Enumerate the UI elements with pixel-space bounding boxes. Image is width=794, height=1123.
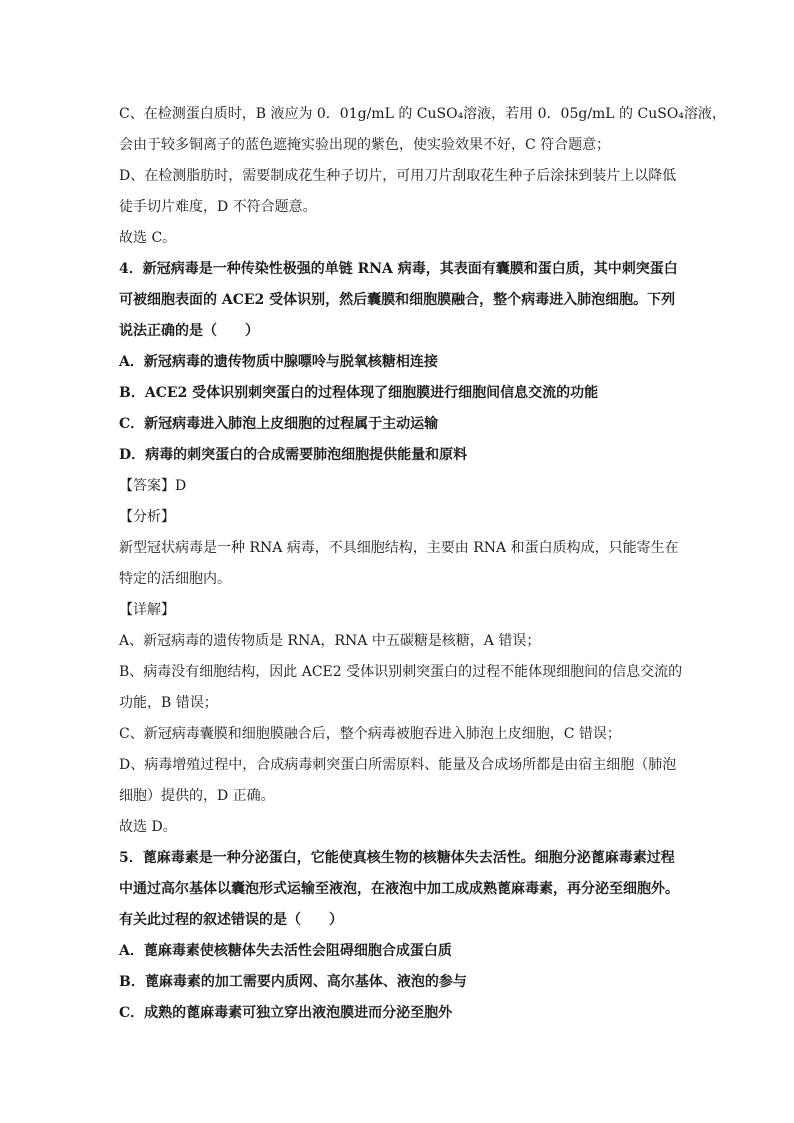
question-text-line: A．蓖麻毒素使核糖体失去活性会阻碍细胞合成蛋白质	[119, 943, 452, 959]
explanation-text-line: 新型冠状病毒是一种 RNA 病毒，不具细胞结构，主要由 RNA 和蛋白质构成，只能寄生在	[119, 540, 679, 556]
explanation-text-line: 徒手切片难度，D 不符合题意。	[119, 199, 317, 215]
question-text-line: 可被细胞表面的 ACE2 受体识别，然后囊膜和细胞膜融合，整个病毒进入肺泡细胞。下列	[119, 292, 676, 308]
question-text-line: 5．蓖麻毒素是一种分泌蛋白，它能使真核生物的核糖体失去活性。细胞分泌蓖麻毒素过程	[119, 850, 675, 866]
explanation-text-line: 细胞）提供的，D 正确。	[119, 788, 275, 804]
question-text-line: 有关此过程的叙述错误的是（ ）	[119, 912, 343, 928]
question-text-line: C．新冠病毒进入肺泡上皮细胞的过程属于主动运输	[119, 416, 439, 432]
question-text-line: A．新冠病毒的遗传物质中腺嘌呤与脱氧核糖相连接	[119, 354, 438, 370]
explanation-text-line: D、病毒增殖过程中，合成病毒刺突蛋白所需原料、能量及合成场所都是由宿主细胞（肺泡	[119, 757, 677, 773]
explanation-text-line: 故选 D。	[119, 819, 177, 835]
explanation-text-line: C、新冠病毒囊膜和细胞膜融合后，整个病毒被胞吞进入肺泡上皮细胞，C 错误；	[119, 726, 621, 742]
explanation-text-line: D、在检测脂肪时，需要制成花生种子切片，可用刀片刮取花生种子后涂抹到装片上以降低	[119, 168, 677, 184]
explanation-text-line: 【分析】	[119, 509, 175, 525]
question-text-line: D．病毒的刺突蛋白的合成需要肺泡细胞提供能量和原料	[119, 447, 468, 463]
question-text-line: 4．新冠病毒是一种传染性极强的单链 RNA 病毒，其表面有囊膜和蛋白质，其中刺突蛋白	[119, 261, 678, 277]
question-text-line: B．蓖麻毒素的加工需要内质网、高尔基体、液泡的参与	[119, 974, 467, 990]
question-text-line: 说法正确的是（ ）	[119, 323, 259, 339]
explanation-text-line: A、新冠病毒的遗传物质是 RNA，RNA 中五碳糖是核糖，A 错误；	[119, 633, 541, 649]
question-text-line: 中通过高尔基体以囊泡形式运输至液泡，在液泡中加工成成熟蓖麻毒素，再分泌至细胞外。	[119, 881, 679, 897]
explanation-text-line: 会由于较多铜离子的蓝色遮掩实验出现的紫色，使实验效果不好，C 符合题意；	[119, 137, 611, 153]
question-text-line: C．成熟的蓖麻毒素可独立穿出液泡膜进而分泌至胞外	[119, 1005, 453, 1021]
explanation-text-line: C、在检测蛋白质时，B 液应为 0．01g/mL 的 CuSO₄溶液，若用 0．05g/mL 的 CuSO₄溶液，	[119, 106, 726, 122]
explanation-text-line: 【详解】	[119, 602, 175, 618]
explanation-text-line: 特定的活细胞内。	[119, 571, 231, 587]
document-body	[119, 99, 726, 1029]
explanation-text-line: 【答案】D	[119, 478, 187, 494]
explanation-text-line: 功能，B 错误；	[119, 695, 218, 711]
explanation-text-line: 故选 C。	[119, 230, 177, 246]
explanation-text-line: B、病毒没有细胞结构，因此 ACE2 受体识别刺突蛋白的过程不能体现细胞间的信息交流的	[119, 664, 683, 680]
question-text-line: B．ACE2 受体识别刺突蛋白的过程体现了细胞膜进行细胞间信息交流的功能	[119, 385, 599, 401]
